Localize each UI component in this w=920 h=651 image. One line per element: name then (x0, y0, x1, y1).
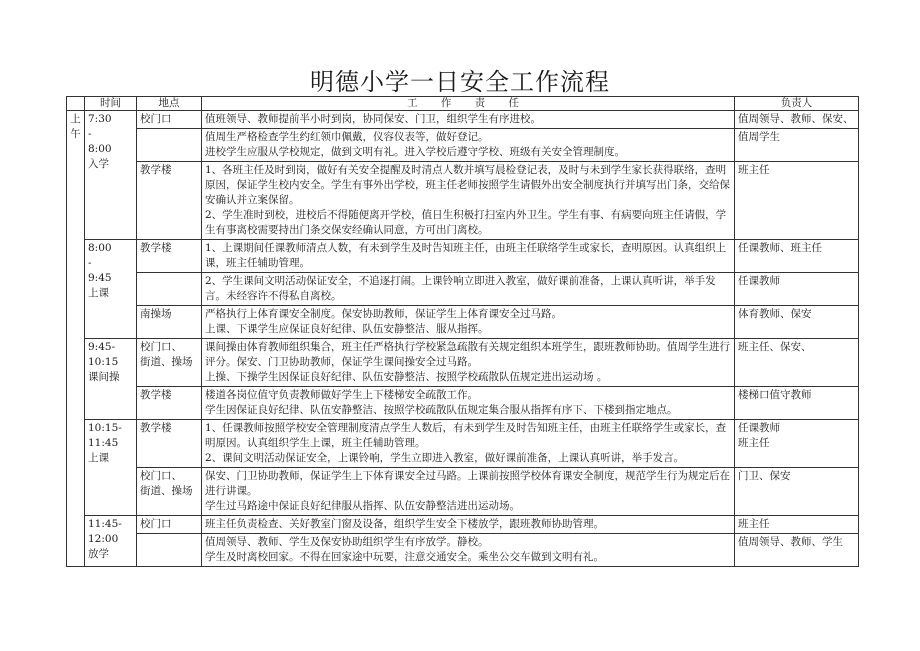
owner-cell: 任课教师、班主任 (735, 240, 859, 273)
task-line: 2、课间文明活动保证安全，上课铃响，学生立即进入教室，做好课前准备，上课认真听讲，举手发言。 (205, 452, 685, 464)
place-cell: 校门口 (137, 516, 202, 534)
task-cell (202, 129, 735, 162)
task-line: 楼道各岗位值守负责教师做好学生上下楼梯安全疏散工作。 (205, 389, 478, 401)
table-row (67, 111, 859, 129)
task-cell (202, 240, 735, 273)
task-cell (202, 306, 735, 339)
place-cell: 校门口、 街道、操场 (137, 468, 202, 516)
owner-cell: 班主任 (735, 162, 859, 240)
time-cell: 7:30 - 8:00 入学 (85, 111, 137, 240)
owner-cell: 值周领导、教师、保安、 (735, 111, 859, 129)
owner-cell: 班主任、保安、 (735, 339, 859, 387)
table-row (67, 240, 859, 273)
task-line: 1、任课教师按照学校安全管理制度清点学生人数后，有未到学生及时告知班主任，由班主任联络学生或家长，查明原因。认真组织学生上课，班主任辅助管理。 (205, 422, 727, 449)
owner-cell: 值周学生 (735, 129, 859, 162)
task-line: 2、学生课间文明活动保证安全，不追逐打闹。上课铃响立即进入教室，做好课前准备，上课认真听讲，举手发言。未经容许不得私自离校。 (205, 275, 716, 302)
place-cell: 教学楼 (137, 420, 202, 468)
task-cell (202, 516, 735, 534)
place-cell: 教学楼 (137, 162, 202, 240)
task-line: 严格执行上体育课安全制度。保安协助教师，保证学生上体育课安全过马路。 (205, 308, 562, 320)
header-place: 地点 (137, 97, 202, 111)
header-owner: 负责人 (735, 97, 859, 111)
task-cell (202, 420, 735, 468)
table-row (67, 420, 859, 468)
task-line: 学生因保证良好纪律、队伍安静整洁、按照学校疏散队伍规定集合服从指挥有序下、下楼到指定地点。 (205, 404, 678, 416)
page-title: 明德小学一日安全工作流程 (310, 68, 610, 96)
owner-cell: 班主任 (735, 516, 859, 534)
task-line: 课间操由体育教师组织集合，班主任严格执行学校紧急疏散有关规定组织本班学生，跟班教师协助。值周学生进行评分。保安、门卫协助教师，保证学生课间操安全过马路。 (205, 341, 730, 368)
table-row (67, 534, 859, 567)
task-line: 上课、下课学生应保证良好纪律、队伍安静整洁、服从指挥。 (205, 323, 489, 335)
table-row (67, 273, 859, 306)
place-cell: 南操场 (137, 306, 202, 339)
time-cell: 10:15- 11:45 上课 (85, 420, 137, 516)
owner-cell: 体育教师、保安 (735, 306, 859, 339)
table-row (67, 129, 859, 162)
header-work: 工 作 责 任 (202, 97, 735, 111)
owner-cell: 任课教师 (735, 273, 859, 306)
place-cell (137, 534, 202, 567)
task-cell (202, 387, 735, 420)
task-line: 上操、下操学生因保证良好纪律、队伍安静整洁、按照学校疏散队伍规定进出运动场 。 (205, 371, 608, 383)
task-line: 1、上课期间任课教师清点人数，有未到学生及时告知班主任，由班主任联络学生或家长，查明原因。认真组织上课，班主任辅助管理。 (205, 242, 727, 269)
task-line: 1、各班主任及时到岗，做好有关安全提醒及时清点人数并填写晨检登记表，及时与未到学生家长获得联络，查明原因，保证学生校内安全。学生有事外出学校，班主任老师按照学生请假外出安全制度执行并填写出门条，交给保安确认并立案保留。 (205, 164, 730, 206)
task-line: 2、学生准时到校，进校后不得随便离开学校，值日生积极打扫室内外卫生。学生有事、有病要向班主任请假，学生有事离校需要持出门条交保安经确认同意，方可出门离校。 (205, 209, 727, 236)
place-cell: 校门口 (137, 111, 202, 129)
task-cell (202, 534, 735, 567)
task-cell (202, 162, 735, 240)
task-line: 进校学生应服从学校规定，做到文明有礼。进入学校后遵守学校、班级有关安全管理制度。 (205, 146, 625, 158)
table-row (67, 339, 859, 387)
place-cell: 教学楼 (137, 240, 202, 273)
task-line: 班主任负责检查、关好教室门窗及设备，组织学生安全下楼放学，跟班教师协助管理。 (205, 518, 604, 530)
task-line: 学生及时离校回家。不得在回家途中玩要，注意交通安全。乘坐公交车做到文明有礼。 (205, 551, 604, 563)
owner-cell: 楼梯口值守教师 (735, 387, 859, 420)
header-blank (67, 97, 85, 111)
task-cell (202, 111, 735, 129)
time-cell: 8:00 - 9:45 上课 (85, 240, 137, 339)
owner-cell: 门卫、保安 (735, 468, 859, 516)
period-label (67, 111, 85, 567)
place-cell (137, 273, 202, 306)
place-cell (137, 129, 202, 162)
table-row (67, 387, 859, 420)
table-header-row (67, 97, 859, 111)
header-time: 时间 (85, 97, 137, 111)
period-text: 上 午 (70, 113, 81, 140)
table-row (67, 306, 859, 339)
task-line: 值周生严格检查学生约红领巾佩戴，仪容仪表等，做好登记。 (205, 131, 489, 143)
task-cell (202, 468, 735, 516)
time-cell: 11:45- 12:00 放学 (85, 516, 137, 567)
owner-cell: 任课教师 班主任 (735, 420, 859, 468)
safety-schedule-table (66, 96, 859, 567)
table-row (67, 516, 859, 534)
owner-cell: 值周领导、教师、学生 (735, 534, 859, 567)
task-line: 值班领导、教师提前半小时到岗，协同保安、门卫，组织学生有序进校。 (205, 113, 541, 125)
task-line: 学生过马路途中保证良好纪律服从指挥、队伍安静整洁进出运动场。 (205, 500, 520, 512)
task-line: 值周领导、教师、学生及保安协助组织学生有序放学。静校。 (205, 536, 489, 548)
place-cell: 校门口、 街道、操场 (137, 339, 202, 387)
table-row (67, 468, 859, 516)
task-cell (202, 339, 735, 387)
task-cell (202, 273, 735, 306)
place-cell: 教学楼 (137, 387, 202, 420)
table-row (67, 162, 859, 240)
task-line: 保安、门卫协助教师，保证学生上下体育课安全过马路。上课前按照学校体育课安全制度，规范学生行为规定后在进行讲课。 (205, 470, 730, 497)
time-cell: 9:45- 10:15 课间操 (85, 339, 137, 420)
